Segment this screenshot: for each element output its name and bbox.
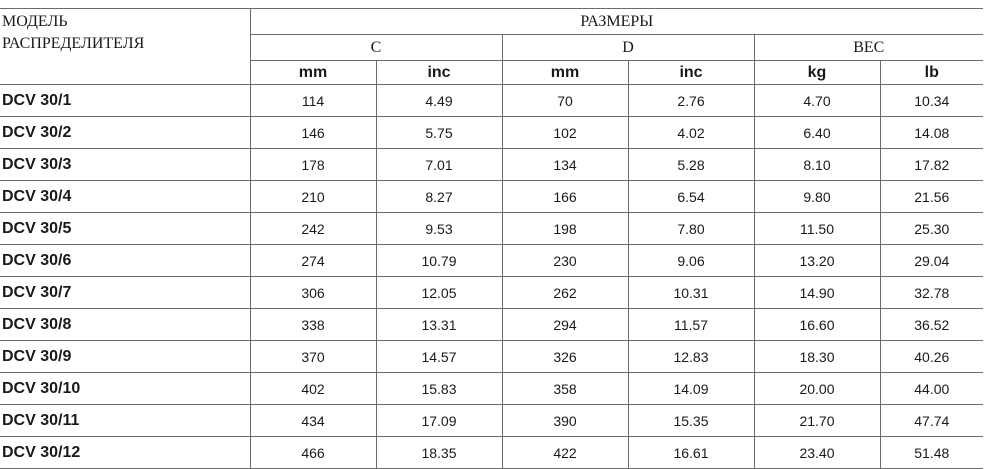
table-row xyxy=(0,181,983,213)
cell-d-inc: 12.83 xyxy=(628,341,754,373)
table-row xyxy=(0,245,983,277)
cell-c-inc: 9.53 xyxy=(376,213,502,245)
cell-d-mm: 198 xyxy=(502,213,628,245)
cell-weight-kg: 6.40 xyxy=(754,117,880,149)
cell-c-mm: 402 xyxy=(250,373,376,405)
cell-c-mm: 306 xyxy=(250,277,376,309)
cell-weight-kg: 11.50 xyxy=(754,213,880,245)
group-header-d: D xyxy=(502,35,754,61)
cell-d-mm: 390 xyxy=(502,405,628,437)
model-cell: DCV 30/7 xyxy=(0,277,250,309)
cell-weight-kg: 23.40 xyxy=(754,437,880,469)
cell-c-inc: 12.05 xyxy=(376,277,502,309)
cell-c-inc: 13.31 xyxy=(376,309,502,341)
table-row xyxy=(0,277,983,309)
model-cell: DCV 30/8 xyxy=(0,309,250,341)
cell-d-mm: 134 xyxy=(502,149,628,181)
cell-d-mm: 166 xyxy=(502,181,628,213)
cell-c-mm: 114 xyxy=(250,85,376,117)
table-row xyxy=(0,437,983,469)
cell-weight-lb: 32.78 xyxy=(880,277,983,309)
cell-d-inc: 14.09 xyxy=(628,373,754,405)
unit-header-lb: lb xyxy=(880,61,983,85)
header-row-sizes xyxy=(0,9,983,35)
cell-d-inc: 4.02 xyxy=(628,117,754,149)
cell-weight-lb: 47.74 xyxy=(880,405,983,437)
cell-weight-lb: 17.82 xyxy=(880,149,983,181)
header-row-units xyxy=(0,61,983,85)
cell-d-inc: 6.54 xyxy=(628,181,754,213)
cell-d-mm: 262 xyxy=(502,277,628,309)
cell-d-inc: 7.80 xyxy=(628,213,754,245)
cell-c-mm: 210 xyxy=(250,181,376,213)
cell-c-inc: 8.27 xyxy=(376,181,502,213)
unit-header-c-inc: inc xyxy=(376,61,502,85)
cell-d-mm: 422 xyxy=(502,437,628,469)
cell-weight-kg: 20.00 xyxy=(754,373,880,405)
table-row xyxy=(0,309,983,341)
cell-d-inc: 16.61 xyxy=(628,437,754,469)
table-row xyxy=(0,213,983,245)
model-cell: DCV 30/9 xyxy=(0,341,250,373)
cell-c-mm: 466 xyxy=(250,437,376,469)
cell-d-mm: 294 xyxy=(502,309,628,341)
cell-d-mm: 230 xyxy=(502,245,628,277)
cell-weight-lb: 44.00 xyxy=(880,373,983,405)
cell-c-mm: 274 xyxy=(250,245,376,277)
model-cell: DCV 30/5 xyxy=(0,213,250,245)
table-body xyxy=(0,85,983,469)
model-header-line1: МОДЕЛЬ xyxy=(2,13,68,30)
cell-c-mm: 370 xyxy=(250,341,376,373)
cell-weight-kg: 4.70 xyxy=(754,85,880,117)
cell-d-inc: 5.28 xyxy=(628,149,754,181)
cell-d-mm: 70 xyxy=(502,85,628,117)
dimensions-table xyxy=(0,8,983,469)
model-cell: DCV 30/2 xyxy=(0,117,250,149)
cell-d-inc: 10.31 xyxy=(628,277,754,309)
cell-c-inc: 18.35 xyxy=(376,437,502,469)
cell-c-mm: 434 xyxy=(250,405,376,437)
cell-weight-kg: 9.80 xyxy=(754,181,880,213)
model-cell: DCV 30/3 xyxy=(0,149,250,181)
units-blank-cell xyxy=(0,61,250,85)
cell-weight-lb: 29.04 xyxy=(880,245,983,277)
unit-header-c-mm: mm xyxy=(250,61,376,85)
cell-c-inc: 7.01 xyxy=(376,149,502,181)
group-header-c: C xyxy=(250,35,502,61)
cell-weight-lb: 14.08 xyxy=(880,117,983,149)
cell-weight-lb: 21.56 xyxy=(880,181,983,213)
table-row xyxy=(0,149,983,181)
cell-d-inc: 2.76 xyxy=(628,85,754,117)
model-cell: DCV 30/11 xyxy=(0,405,250,437)
cell-weight-kg: 18.30 xyxy=(754,341,880,373)
cell-weight-kg: 14.90 xyxy=(754,277,880,309)
cell-weight-lb: 36.52 xyxy=(880,309,983,341)
model-cell: DCV 30/10 xyxy=(0,373,250,405)
group-header-weight: ВЕС xyxy=(754,35,983,61)
cell-weight-kg: 8.10 xyxy=(754,149,880,181)
cell-c-inc: 10.79 xyxy=(376,245,502,277)
cell-c-mm: 178 xyxy=(250,149,376,181)
sizes-header: РАЗМЕРЫ xyxy=(250,9,983,35)
cell-weight-lb: 10.34 xyxy=(880,85,983,117)
table-row xyxy=(0,117,983,149)
cell-d-inc: 9.06 xyxy=(628,245,754,277)
table-row xyxy=(0,85,983,117)
cell-weight-kg: 13.20 xyxy=(754,245,880,277)
table-row xyxy=(0,341,983,373)
model-cell: DCV 30/1 xyxy=(0,85,250,117)
model-header-line2: РАСПРЕДЕЛИТЕЛЯ xyxy=(2,35,145,52)
cell-c-inc: 5.75 xyxy=(376,117,502,149)
cell-d-inc: 15.35 xyxy=(628,405,754,437)
model-cell: DCV 30/12 xyxy=(0,437,250,469)
cell-c-inc: 15.83 xyxy=(376,373,502,405)
model-column-header xyxy=(0,9,250,61)
table-row xyxy=(0,373,983,405)
cell-d-mm: 358 xyxy=(502,373,628,405)
cell-weight-lb: 25.30 xyxy=(880,213,983,245)
cell-c-inc: 17.09 xyxy=(376,405,502,437)
cell-c-inc: 4.49 xyxy=(376,85,502,117)
cell-weight-kg: 21.70 xyxy=(754,405,880,437)
cell-weight-lb: 51.48 xyxy=(880,437,983,469)
cell-c-mm: 338 xyxy=(250,309,376,341)
cell-c-inc: 14.57 xyxy=(376,341,502,373)
cell-d-mm: 326 xyxy=(502,341,628,373)
model-cell: DCV 30/6 xyxy=(0,245,250,277)
unit-header-kg: kg xyxy=(754,61,880,85)
cell-d-inc: 11.57 xyxy=(628,309,754,341)
cell-weight-lb: 40.26 xyxy=(880,341,983,373)
cell-weight-kg: 16.60 xyxy=(754,309,880,341)
cell-c-mm: 146 xyxy=(250,117,376,149)
table-row xyxy=(0,405,983,437)
unit-header-d-mm: mm xyxy=(502,61,628,85)
model-cell: DCV 30/4 xyxy=(0,181,250,213)
cell-d-mm: 102 xyxy=(502,117,628,149)
cell-c-mm: 242 xyxy=(250,213,376,245)
unit-header-d-inc: inc xyxy=(628,61,754,85)
